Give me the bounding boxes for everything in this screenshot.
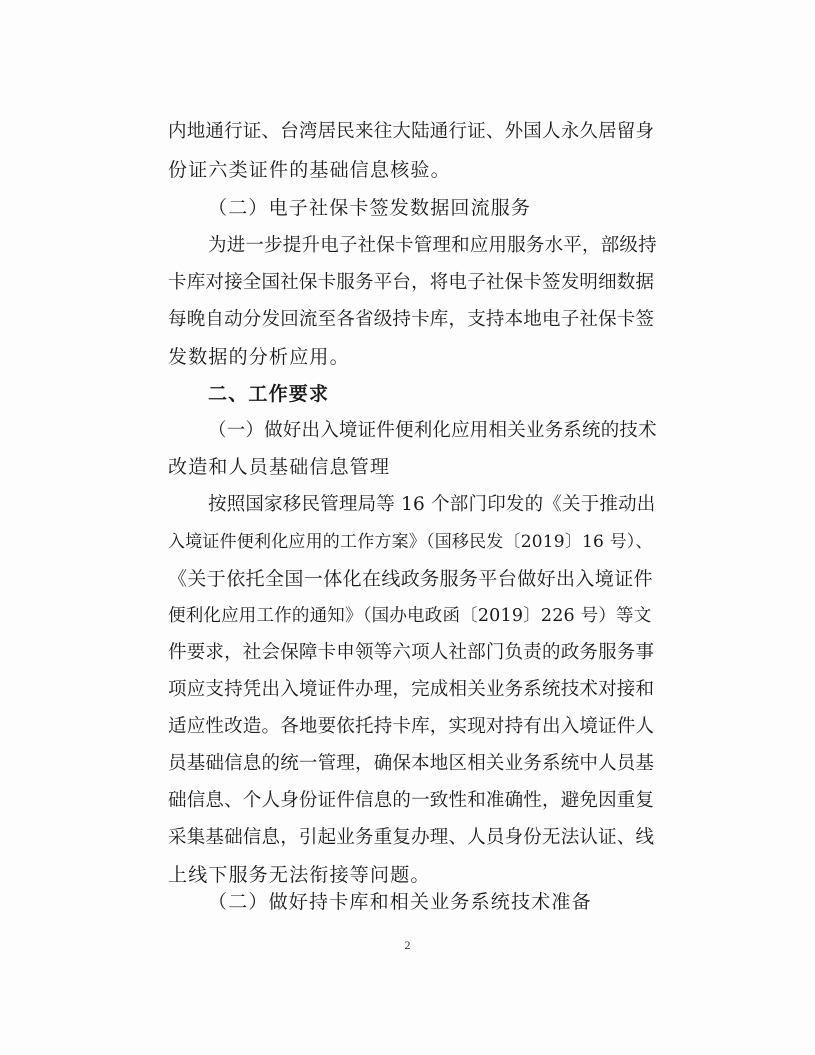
text-line: 上线下服务无法衔接等问题。 (168, 864, 431, 886)
section-heading: （二）电子社保卡签发数据回流服务 (208, 197, 532, 219)
section-heading: （二）做好持卡库和相关业务系统技术准备 (208, 891, 592, 913)
text-line: 项应支持凭出入境证件办理，完成相关业务系统技术对接和 (168, 679, 655, 700)
text-line: 员基础信息的统一管理，确保本地区相关业务系统中人员基 (168, 753, 655, 774)
text-line: 采集基础信息，引起业务重复办理、人员身份无法认证、线 (168, 827, 655, 848)
text-line: 按照国家移民管理局等 16 个部门印发的《关于推动出 (208, 494, 656, 515)
main-heading: 二、工作要求 (208, 383, 330, 405)
text-line: 入境证件便利化应用的工作方案》（国移民发〔2019〕16 号）、 (168, 532, 653, 552)
text-line: 《关于依托全国一体化在线政务服务平台做好出入境证件 (168, 568, 654, 590)
text-line: 适应性改造。各地要依托持卡库，实现对持有出入境证件人 (168, 716, 655, 737)
text-line: 础信息、个人身份证件信息的一致性和准确性，避免因重复 (168, 790, 655, 811)
text-line: 内地通行证、台湾居民来往大陆通行证、外国人永久居留身 (168, 121, 655, 142)
page-number: 2 (404, 938, 411, 952)
section-heading-continued: 改造和人员基础信息管理 (168, 456, 391, 478)
text-line: 发数据的分析应用。 (168, 346, 350, 368)
section-heading: （一）做好出入境证件便利化应用相关业务系统的技术 (208, 420, 657, 441)
text-line: 份证六类证件的基础信息核验。 (168, 159, 451, 181)
text-line: 为进一步提升电子社保卡管理和应用服务水平，部级持 (208, 235, 657, 256)
text-line: 每晚自动分发回流至各省级持卡库，支持本地电子社保卡签 (168, 309, 655, 330)
text-line: 便利化应用工作的通知》（国办电政函〔2019〕226 号）等文 (168, 606, 652, 626)
text-line: 卡库对接全国社保卡服务平台，将电子社保卡签发明细数据 (168, 272, 655, 293)
text-line: 件要求，社会保障卡申领等六项人社部门负责的政务服务事 (168, 642, 655, 663)
